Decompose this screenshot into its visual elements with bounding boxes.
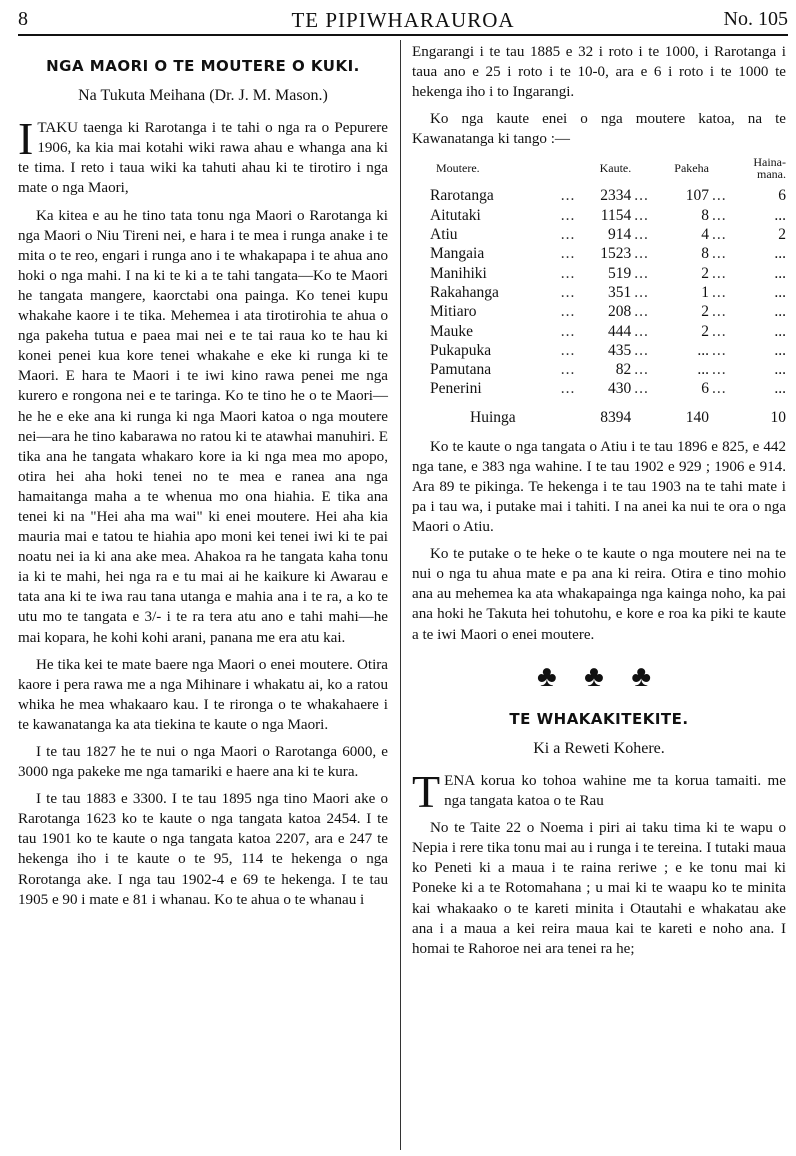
table-row [412, 264, 786, 283]
pakeha-count: 2 [701, 264, 709, 282]
population-count: 519 [607, 264, 632, 282]
header-rule [18, 34, 788, 36]
article-paragraph: I te tau 1883 e 3300. I te tau 1895 nga tino Maori ake o Rarotanga 1623 ko te kaute o nga tangata katoa 2454. I te tau 1901 ko te kaute o nga tangata katoa 2207, ara e 247 te hekenga iho i te kaute o te 95, 114 te hekenga o nga Rorotanga ake. I nga tau 1902-4 e 69 te hekenga. I te tau 1905 e 90 i mate e 81 i whanau. Ko te ahua o te whanau i [18, 791, 388, 908]
dot-leader: ... [634, 380, 649, 398]
chinese-count: ... [774, 206, 786, 224]
chinese-count: ... [774, 245, 786, 263]
island-name: Mangaia [430, 245, 485, 263]
pakeha-count: 1 [701, 283, 709, 301]
island-name: Mauke [430, 322, 474, 340]
page-header [18, 6, 788, 32]
dot-leader: ... [560, 322, 576, 340]
article-paragraph: Ka kitea e au he tino tata tonu nga Maori o Rarotanga ki nga Maori o Niu Tireni nei, e hara i te mea i runga anake i te mita o te reo, engari i runga ano i te whakapapa i te ahua ano hoki o nga mahi. I na ki te ki a te tahi tangata—Ko te Maori he tangata mangere, kaorctabi ona painga. Ko tenei kupu whakahe kaore i te tika. Mehemea i ata tirotirohia te ahua o nga pakeha tutua e paea mai nei e te tai raua ko te hau ki konei penei kua kore tenei whakahe e eke ki runga ki te Maori. E hara te Maori i te iwi kino rawa penei me nga kurero e rongona nei e te taringa. Ko te tino he o te Maori—he he e eke ana ki runga ki nga Maori katoa o nga moutere nei—ara he tino kabarawa no ratou ki te atawhai manuhiri. E tika ana he tangata whakaro kore ia ki nga mea mo apopo, otira hei aha hoki tenei no te mea e ranea ana nga hamaitanga maha a te whenua mo ona hiahia. E tika ana tenei ki na "Hei aha ma wai" ki enei moutere. Hei aha kia mauria mai e tatou te hiahia apo moni kei tenei iwi ki te pai noatu nei ia ki ana ake mea. Ahakoa ra he tangata kaha tonu ia ki te mahi, hei nga ra e tu mai ai he kaikure ki Awarau e tata ana ki te iwa rau tana utanga e mahia ana i te ra, a ko te utu mo te tangata e 3/- i te ra tera atu ano e tahi mahi—he mai kopara, he kohi kohi arani, panana me era atu kai. [18, 207, 388, 646]
population-count: 2334 [600, 187, 632, 205]
article-paragraph: Ko te putake o te heke o te kaute o nga moutere nei na te nui o nga tu ahua mate e pa ana ki reira. Otira e tino mohio ana au mehemea ka ata whakapainga nga kainga noho, ka pai ana hoki he Takuta hei tohutohu, e kore e roa ka piki te kaute a te iwi Maori o enei moutere. [412, 546, 786, 643]
right-column [412, 42, 786, 966]
dot-leader: ... [711, 264, 727, 282]
article-title: NGA MAORI O TE MOUTERE O KUKI. [46, 57, 360, 75]
left-column [18, 42, 388, 917]
population-count: 430 [607, 380, 632, 398]
dot-leader: ... [560, 380, 576, 398]
drop-cap: T [412, 765, 441, 817]
dot-leader: ... [634, 283, 649, 301]
article-paragraph: TENA korua ko tohoa wahine me ta korua tamaiti. me nga tangata katoa o te Rau [412, 765, 786, 817]
total-chinese: 10 [770, 408, 786, 426]
population-count: 914 [607, 226, 632, 244]
pakeha-count: ... [697, 361, 709, 379]
dot-leader: ... [560, 303, 576, 321]
dot-leader: ... [711, 226, 727, 244]
article-paragraph: Ko te kaute o nga tangata o Atiu i te tau 1896 e 825, e 442 nga tane, e 383 nga wahine. I te tau 1902 e 929 ; 1906 e 914. Ara 89 te pikinga. Te hekenga i te tau 1903 na te tahi mate i pa i tau wa, i putake mai i tahiti. I na anei ka nui te ora o nga Maori o Atiu. [412, 438, 786, 536]
chinese-count: ... [774, 264, 786, 282]
page-number: 8 [18, 8, 28, 30]
article-paragraph: No te Taite 22 o Noema i piri ai taku tima ki te wapu o Nepia i rere tika tonu mai au i runga i te tereina. I tutaki maua ko Peneti ki a maua i te raina reriwe ; e ke tonu mai ki Poneke ki a te Rotomahana ; u mai ki te waapu ko te minita kai whakaako o te kareti minita i Otautahi e whakatau ake ana i a maua a kei reira maua kai te kareti e noho ana. I homai te Rahoroe nei ara tenei ra he; [412, 820, 786, 957]
chinese-count: ... [774, 322, 786, 340]
population-count: 1523 [600, 245, 632, 263]
clubs-ornament: ♣ ♣ ♣ [536, 659, 662, 693]
population-count: 1154 [600, 206, 632, 224]
dot-leader: ... [634, 264, 649, 282]
dot-leader: ... [560, 264, 576, 282]
chinese-count: ... [774, 283, 786, 301]
population-count: 208 [607, 303, 632, 321]
column-divider [400, 40, 401, 1150]
table-header-row [412, 156, 786, 186]
column-header: Moutere. [436, 161, 480, 176]
island-name: Rakahanga [430, 283, 499, 301]
article-title: TE WHAKAKITEKITE. [509, 709, 689, 728]
dot-leader: ... [634, 245, 649, 263]
dot-leader: ... [634, 361, 649, 379]
table-row [412, 283, 786, 302]
total-label: Huinga [470, 408, 516, 426]
article-byline: Na Tukuta Meihana (Dr. J. M. Mason.) [78, 87, 328, 105]
column-header: Haina-mana. [753, 155, 786, 182]
drop-cap: I [18, 113, 34, 165]
pakeha-count: ... [697, 341, 709, 359]
chinese-count: ... [774, 303, 786, 321]
chinese-count: ... [774, 361, 786, 379]
article-salutation: Ki a Reweti Kohere. [533, 739, 665, 757]
island-name: Mitiaro [430, 303, 477, 321]
island-name: Aitutaki [430, 206, 481, 224]
pakeha-count: 107 [685, 187, 709, 205]
dot-leader: ... [634, 322, 649, 340]
chinese-count: ... [774, 341, 786, 359]
article-paragraph: He tika kei te mate baere nga Maori o enei moutere. Otira kaore i pera rawa me a nga Mihinare i whakatu ai, ko a ratou whika he mea whakaaro kau. I te rironga o te whakahaere i te kawanatanga ka ata tiekina te kaute o nga Maori. [18, 656, 388, 733]
dot-leader: ... [560, 187, 576, 205]
table-row [412, 225, 786, 244]
chinese-count: ... [774, 380, 786, 398]
table-body [412, 186, 786, 428]
island-name: Rarotanga [430, 187, 494, 205]
chinese-count: 6 [778, 187, 786, 205]
dot-leader: ... [634, 341, 649, 359]
dot-leader: ... [711, 322, 727, 340]
pakeha-count: 8 [701, 206, 709, 224]
population-count: 435 [607, 341, 632, 359]
table-row [412, 341, 786, 360]
table-row [412, 206, 786, 225]
table-row [412, 302, 786, 321]
dot-leader: ... [711, 380, 727, 398]
table-total-row [412, 399, 786, 429]
population-count: 444 [607, 322, 632, 340]
dot-leader: ... [634, 303, 649, 321]
dot-leader: ... [634, 187, 649, 205]
dot-leader: ... [711, 361, 727, 379]
island-name: Pamutana [430, 361, 492, 379]
pakeha-count: 2 [701, 303, 709, 321]
island-name: Penerini [430, 380, 482, 398]
dot-leader: ... [711, 245, 727, 263]
island-name: Manihiki [430, 264, 487, 282]
total-pakeha: 140 [685, 408, 709, 426]
island-name: Atiu [430, 226, 458, 244]
pakeha-count: 2 [701, 322, 709, 340]
dot-leader: ... [711, 206, 727, 224]
dot-leader: ... [560, 206, 576, 224]
newspaper-title: TE PIPIWHARAUROA [291, 8, 515, 32]
population-count: 351 [607, 283, 632, 301]
dot-leader: ... [560, 341, 576, 359]
dot-leader: ... [711, 283, 727, 301]
column-header: Pakeha [674, 161, 709, 176]
dot-leader: ... [634, 226, 649, 244]
table-row [412, 322, 786, 341]
dot-leader: ... [634, 206, 649, 224]
island-name: Pukapuka [430, 341, 492, 359]
article-paragraph: Engarangi i te tau 1885 e 32 i roto i te 1000, i Rarotanga i taua ano e 25 i roto i te 10-0, ara e 6 i roto i te 1000 te hekenga iho i to Ingarangi. [412, 44, 786, 101]
total-population: 8394 [600, 408, 632, 426]
article-paragraph: Ko nga kaute enei o nga moutere katoa, na te Kawanatanga ki tango :— [412, 111, 786, 148]
column-header: Kaute. [599, 161, 632, 176]
table-row [412, 186, 786, 205]
chinese-count: 2 [778, 226, 786, 244]
issue-number: No. 105 [723, 8, 788, 30]
dot-leader: ... [560, 361, 576, 379]
pakeha-count: 4 [701, 226, 709, 244]
census-table [412, 156, 786, 428]
dot-leader: ... [711, 187, 727, 205]
article-paragraph: I te tau 1827 he te nui o nga Maori o Rarotanga 6000, e 3000 nga pakeke me nga tamariki e haere ana ki te kura. [18, 744, 388, 781]
dot-leader: ... [560, 226, 576, 244]
table-row [412, 379, 786, 398]
article-paragraph: ITAKU taenga ki Rarotanga i te tahi o nga ra o Pepurere 1906, ka kia mai kotahi wiki rawa ahau e whanga ana ki te tima. I reto i taua wiki ka tahuti ahau ki te tirotiro i nga mate o nga Maori, [18, 113, 388, 197]
dot-leader: ... [711, 303, 727, 321]
table-row [412, 244, 786, 263]
population-count: 82 [615, 361, 632, 379]
pakeha-count: 8 [701, 245, 709, 263]
dot-leader: ... [560, 245, 576, 263]
pakeha-count: 6 [701, 380, 709, 398]
dot-leader: ... [711, 341, 727, 359]
table-row [412, 360, 786, 379]
dot-leader: ... [560, 283, 576, 301]
